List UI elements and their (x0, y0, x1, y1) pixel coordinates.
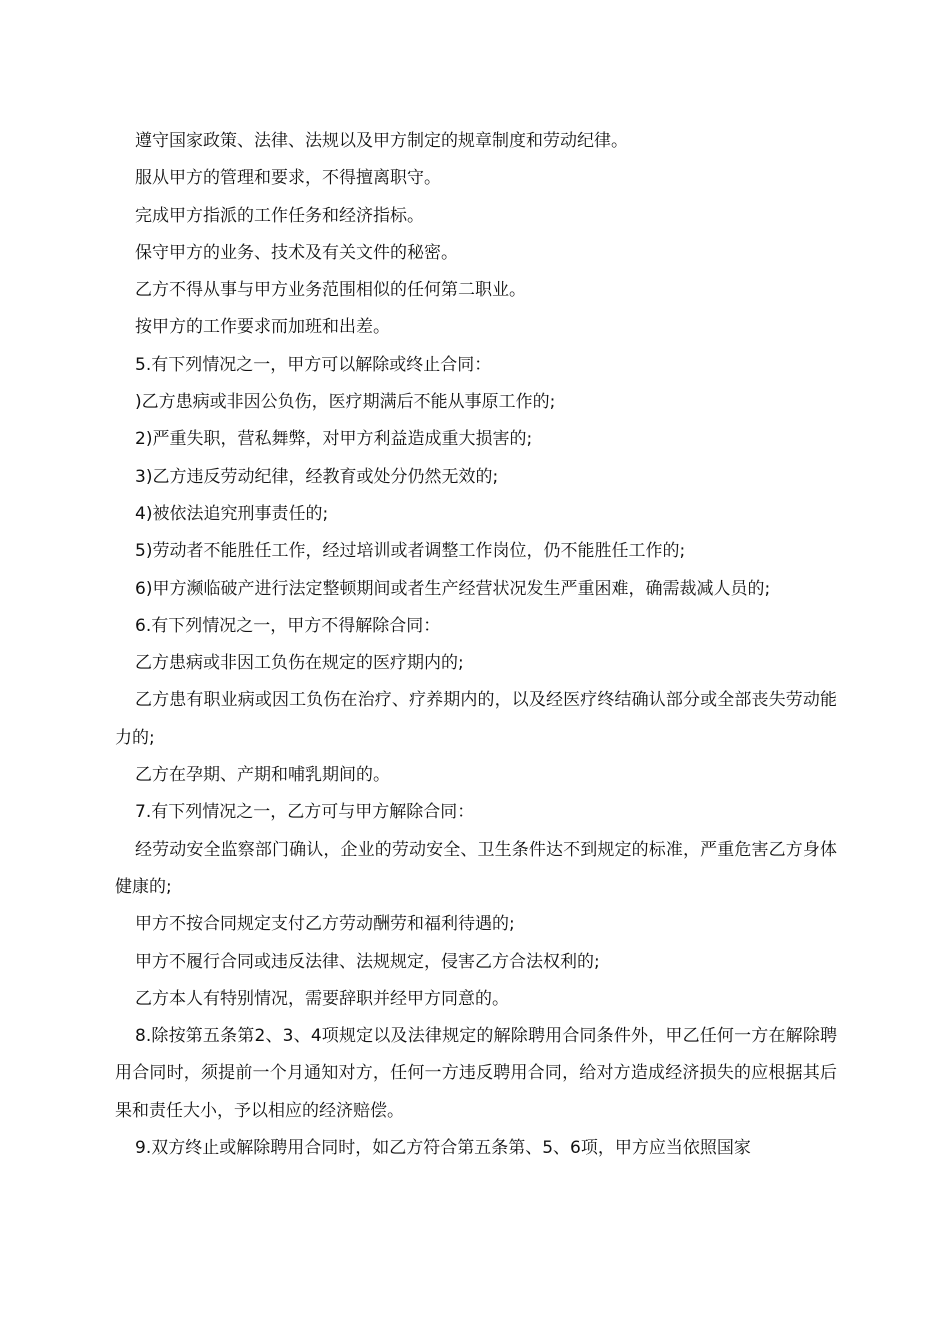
section-6-item-3: 乙方在孕期、产期和哺乳期间的。 (135, 765, 390, 786)
section-7-item-4: 乙方本人有特别情况，需要辞职并经甲方同意的。 (135, 988, 509, 1009)
section-7-item-3: 甲方不履行合同或违反法律、法规规定，侵害乙方合法权利的; (135, 951, 600, 972)
paragraph-5: 乙方不得从事与甲方业务范围相似的任何第二职业。 (135, 280, 526, 301)
document-body (115, 123, 837, 1167)
section-7-item-2: 甲方不按合同规定支付乙方劳动酬劳和福利待遇的; (135, 914, 515, 935)
section-7-heading: 7.有下列情况之一，乙方可与甲方解除合同： (135, 802, 475, 823)
section-5-item-1: )乙方患病或非因公负伤，医疗期满后不能从事原工作的; (135, 392, 556, 413)
section-6-item-1: 乙方患病或非因工负伤在规定的医疗期内的; (135, 653, 464, 674)
section-5-item-6: 6)甲方濒临破产进行法定整顿期间或者生产经营状况发生严重困难，确需裁减人员的; (135, 578, 771, 599)
section-6-heading: 6.有下列情况之一，甲方不得解除合同： (135, 615, 441, 636)
section-8-paragraph: 8.除按第五条第2、3、4项规定以及法律规定的解除聘用合同条件外，甲乙任何一方在解除聘用合同时，须提前一个月通知对方，任何一方违反聘用合同，给对方造成经济损失的应根据其后果和责任大小，予以相应的经济赔偿。 (115, 1026, 837, 1121)
paragraph-6: 按甲方的工作要求而加班和出差。 (135, 317, 390, 338)
section-5-item-4: 4)被依法追究刑事责任的; (135, 503, 329, 524)
paragraph-1: 遵守国家政策、法律、法规以及甲方制定的规章制度和劳动纪律。 (135, 131, 628, 151)
section-9-paragraph: 9.双方终止或解除聘用合同时，如乙方符合第五条第、5、6项，甲方应当依照国家 (135, 1138, 751, 1159)
paragraph-3: 完成甲方指派的工作任务和经济指标。 (135, 205, 424, 226)
section-6-item-2: 乙方患有职业病或因工负伤在治疗、疗养期内的，以及经医疗终结确认部分或全部丧失劳动能力的; (115, 690, 837, 748)
paragraph-4: 保守甲方的业务、技术及有关文件的秘密。 (135, 242, 458, 263)
section-5-heading: 5.有下列情况之一，甲方可以解除或终止合同： (135, 354, 492, 375)
section-5-item-5: 5)劳动者不能胜任工作，经过培训或者调整工作岗位，仍不能胜任工作的; (135, 541, 686, 562)
section-5-item-2: 2)严重失职，营私舞弊，对甲方利益造成重大损害的; (135, 429, 533, 450)
section-7-item-1: 经劳动安全监察部门确认，企业的劳动安全、卫生条件达不到规定的标准，严重危害乙方身体健康的; (115, 839, 837, 897)
section-5-item-3: 3)乙方违反劳动纪律，经教育或处分仍然无效的; (135, 466, 499, 487)
paragraph-2: 服从甲方的管理和要求，不得擅离职守。 (135, 168, 441, 189)
